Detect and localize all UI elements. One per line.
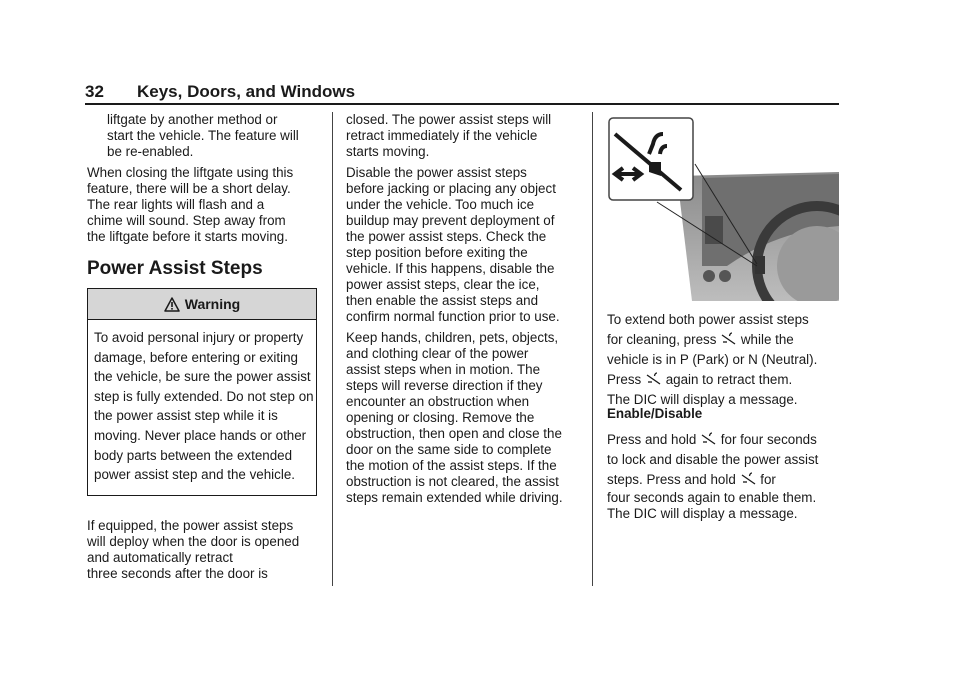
power-assist-step-icon — [701, 431, 716, 446]
page-number: 32 — [85, 82, 104, 101]
warning-box — [87, 288, 317, 496]
power-assist-step-icon — [721, 331, 736, 346]
warning-header — [88, 289, 316, 320]
warning-title: Warning — [184, 296, 241, 312]
column-divider — [332, 112, 333, 586]
enable-paragraph: Press and hold for four seconds to lock and disable the power assist steps. Press and hold for four seconds again to enable them. The DIC will display a message. — [607, 432, 819, 521]
clearance-paragraph: Keep hands, children, pets, objects, and clothing clear of the power assist steps when in motion. The steps will reverse direction if they encounter an obstruction when opening or closing. Remove the obstruction, then open and close the door on the same side to complete the motion of the assist steps. If the obstruction is not cleared, the assist steps remain extended while driving. — [346, 330, 563, 505]
dashboard-switch-illustration — [607, 116, 839, 301]
continued-paragraph: liftgate by another method or start the vehicle. The feature will be re-enabled. — [107, 112, 299, 159]
enable-disable-subheading: Enable/Disable — [607, 406, 703, 421]
warning-triangle-icon — [164, 297, 180, 312]
warning-text: To avoid personal injury or property damage, before entering or exiting the vehicle, be sure the power assist step is fully extended. Do not step on the power assist step while it is moving. Never place hands or other body parts between the extended power assist step and the vehicle. — [94, 330, 314, 483]
header-rule — [85, 103, 839, 105]
power-assist-step-icon — [741, 471, 756, 486]
page-header — [85, 82, 839, 104]
extend-paragraph: To extend both power assist steps for cleaning, press while the vehicle is in P (Park) or N (Neutral). Press again to retract them. The DIC will display a message. — [607, 312, 818, 407]
section-heading: Power Assist Steps — [87, 258, 263, 279]
power-assist-step-icon — [646, 371, 661, 386]
deploy-paragraph: If equipped, the power assist steps will deploy when the door is opened and automatically retract three seconds after the door is — [87, 518, 300, 581]
column-divider — [592, 112, 593, 586]
section-title: Keys, Doors, and Windows — [137, 82, 356, 101]
disable-paragraph: Disable the power assist steps before jacking or placing any object under the vehicle. Too much ice buildup may prevent deployment of the power assist steps. Check the step position before exiting the vehicle. If this happens, disable the power assist steps, clear the ice, then enable the assist steps and confirm normal function prior to use. — [346, 165, 560, 324]
liftgate-paragraph: When closing the liftgate using this feature, there will be a short delay. The rear lights will flash and a chime will sound. Step away from the liftgate before it starts moving. — [87, 165, 294, 244]
retract-paragraph: closed. The power assist steps will retract immediately if the vehicle starts moving. — [346, 112, 552, 159]
